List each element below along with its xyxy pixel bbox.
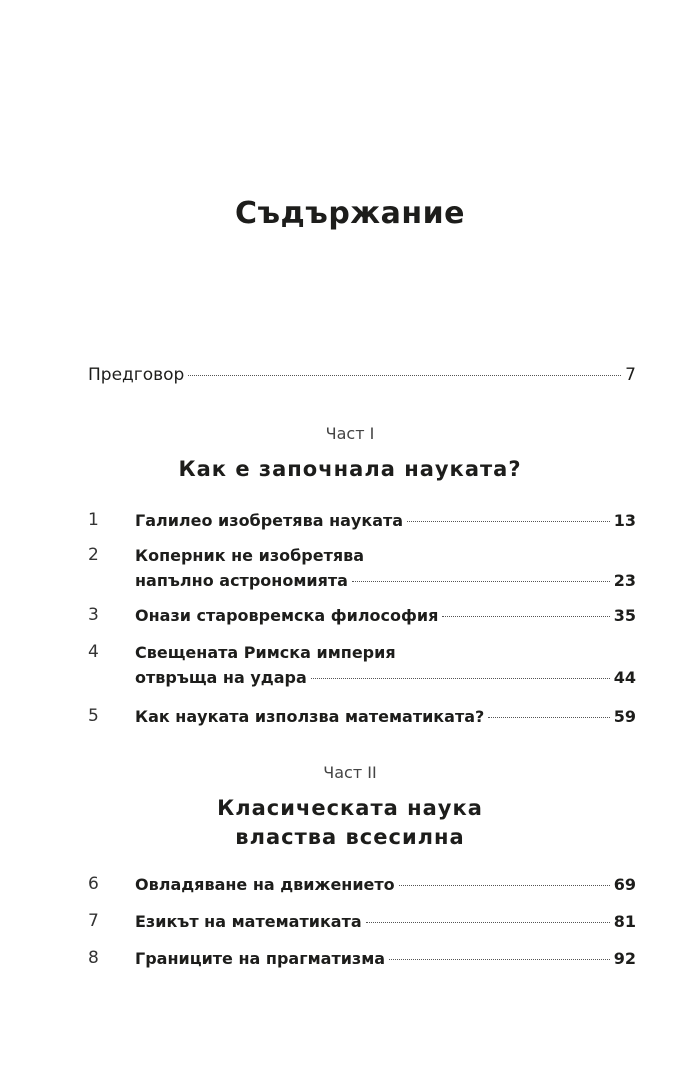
chapter-page-number: 69 bbox=[613, 875, 636, 894]
chapter-title-line-1: Свещената Римска империя bbox=[135, 643, 396, 662]
chapter-number: 8 bbox=[88, 948, 99, 968]
chapter-title: Овладяване на движението bbox=[135, 875, 395, 894]
chapter-number: 5 bbox=[88, 706, 99, 726]
dot-leader bbox=[188, 375, 621, 376]
dot-leader bbox=[352, 581, 610, 582]
chapter-title: Езикът на математиката bbox=[135, 912, 362, 931]
chapter-title-line-1: Коперник не изобретява bbox=[135, 546, 365, 565]
part-2-title bbox=[0, 794, 700, 852]
toc-entry-chapter-3 bbox=[88, 603, 636, 628]
chapter-number: 2 bbox=[88, 545, 99, 565]
chapter-page-number: 59 bbox=[613, 707, 636, 726]
preface-page-number: 7 bbox=[625, 365, 636, 385]
part-2-title-line-2: властва всесилна bbox=[235, 825, 465, 849]
chapter-number: 3 bbox=[88, 605, 99, 625]
dot-leader bbox=[442, 616, 609, 617]
part-2-title-line-1: Класическата наука bbox=[217, 796, 483, 820]
dot-leader bbox=[311, 678, 610, 679]
chapter-page-number: 81 bbox=[613, 912, 636, 931]
chapter-title: Онази старовремска философия bbox=[135, 606, 439, 625]
toc-entry-chapter-2 bbox=[88, 543, 636, 593]
dot-leader bbox=[488, 717, 609, 718]
dot-leader bbox=[399, 885, 610, 886]
dot-leader bbox=[407, 521, 610, 522]
chapter-number: 7 bbox=[88, 911, 99, 931]
chapter-page-number: 44 bbox=[613, 668, 636, 687]
toc-entry-chapter-7 bbox=[88, 909, 636, 934]
chapter-number: 4 bbox=[88, 642, 99, 662]
chapter-title: Как науката използва математиката? bbox=[135, 707, 485, 726]
toc-entry-preface bbox=[88, 365, 636, 385]
toc-entry-chapter-8 bbox=[88, 946, 636, 971]
toc-entry-chapter-6 bbox=[88, 872, 636, 897]
chapter-number: 1 bbox=[88, 510, 99, 530]
toc-entry-chapter-5 bbox=[88, 704, 636, 729]
dot-leader bbox=[366, 922, 610, 923]
part-1-title bbox=[0, 455, 700, 484]
part-1-label: Част I bbox=[325, 424, 375, 443]
chapter-title: Границите на прагматизма bbox=[135, 949, 386, 968]
page-title: Съдържание bbox=[235, 196, 465, 231]
chapter-page-number: 35 bbox=[613, 606, 636, 625]
chapter-number: 6 bbox=[88, 874, 99, 894]
dot-leader bbox=[389, 959, 610, 960]
chapter-page-number: 23 bbox=[613, 571, 636, 590]
toc-entry-chapter-1 bbox=[88, 508, 636, 533]
part-1-title-line: Как е започнала науката? bbox=[178, 457, 522, 481]
toc-entry-chapter-4 bbox=[88, 640, 636, 690]
chapter-page-number: 92 bbox=[613, 949, 636, 968]
chapter-title-line-2: напълно астрономията bbox=[135, 571, 348, 590]
chapter-title: Галилео изобретява науката bbox=[135, 511, 404, 530]
part-2-label: Част II bbox=[323, 763, 377, 782]
chapter-page-number: 13 bbox=[613, 511, 636, 530]
preface-label: Предговор bbox=[88, 365, 185, 385]
chapter-title-line-2: отвръща на удара bbox=[135, 668, 307, 687]
